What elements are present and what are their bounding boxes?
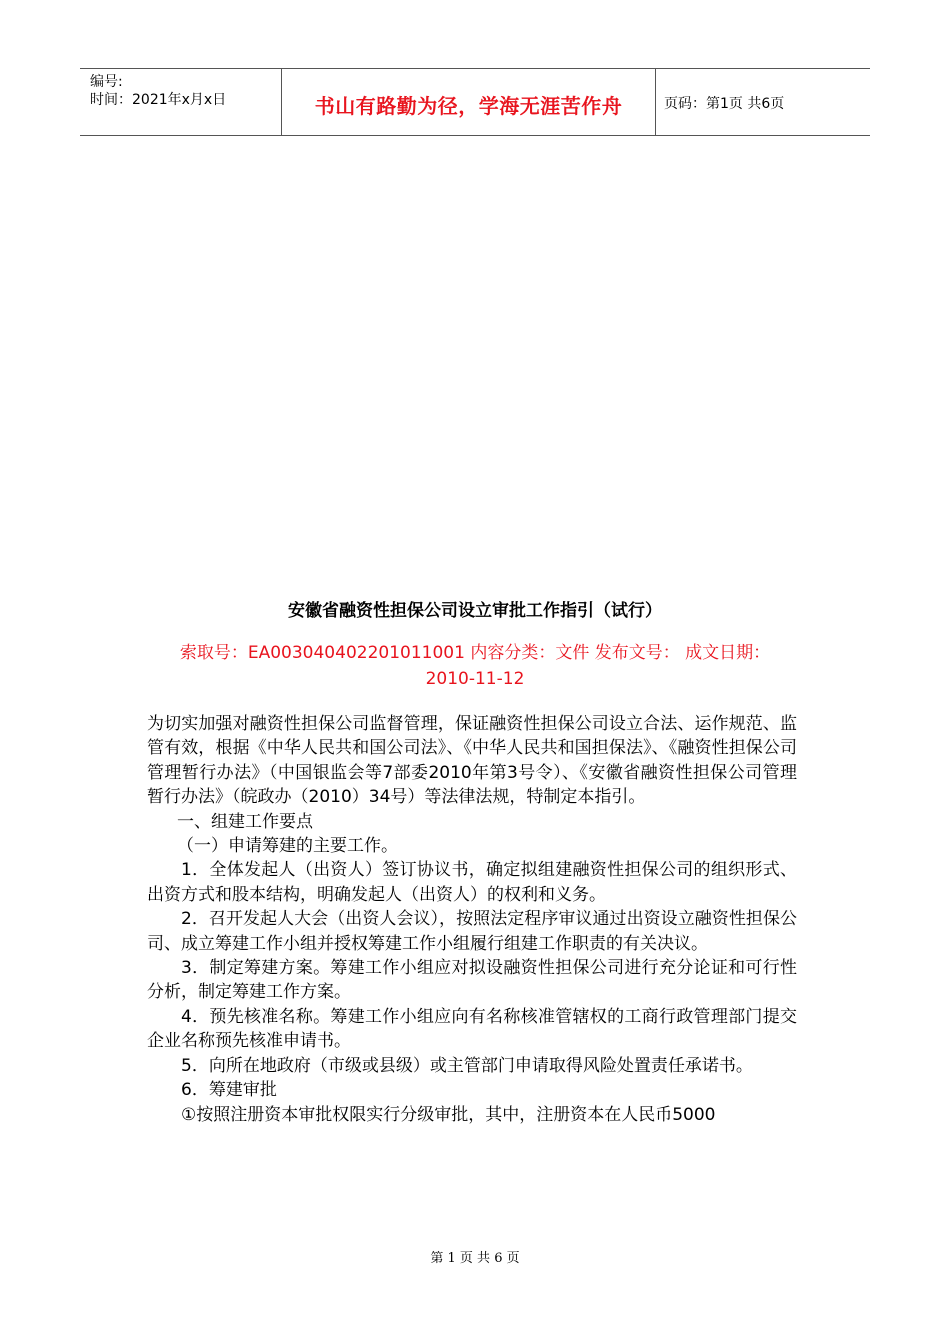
section-heading: 一、组建工作要点 [177,811,313,832]
paragraph-item: 2．召开发起人大会（出资人会议），按照法定程序审议通过出资设立融资性担保公司、成立筹建工作小组并授权筹建工作小组履行组建工作职责的有关决议。 [147,909,797,954]
document-body [147,712,797,1127]
header-page-info: 页码：第1页 共6页 [664,96,785,112]
paragraph-item: 4．预先核准名称。筹建工作小组应向有名称核准管辖权的工商行政管理部门提交企业名称预先核准申请书。 [147,1006,797,1052]
header-info-cell [80,69,282,135]
time-label: 时间：2021年x月x日 [90,92,227,108]
document-meta [140,640,810,692]
meta-date: 2010-11-12 [425,669,525,689]
paragraph-item: 1．全体发起人（出资人）签订协议书，确定拟组建融资性担保公司的组织形式、出资方式和股本结构，明确发起人（出资人）的权利和义务。 [147,860,797,905]
paragraph-preamble: 为切实加强对融资性担保公司监督管理，保证融资性担保公司设立合法、运作规范、监管有效，根据《中华人民共和国公司法》、《中华人民共和国担保法》、《融资性担保公司管理暂行办法》（中国银监会等7部委2010年第3号令）、《安徽省融资性担保公司管理暂行办法》（皖政办（2010）34号）等法律法规，特制定本指引。 [147,714,797,808]
paragraph-item: 5．向所在地政府（市级或县级）或主管部门申请取得风险处置责任承诺书。 [181,1055,753,1076]
document-header [80,68,870,136]
paragraph-item: 3．制定筹建方案。筹建工作小组应对拟设融资性担保公司进行充分论证和可行性分析，制定筹建工作方案。 [147,958,797,1003]
document-title: 安徽省融资性担保公司设立审批工作指引（试行） [288,601,662,621]
paragraph-item: 6．筹建审批 [181,1080,277,1101]
page-footer: 第 1 页 共 6 页 [430,1251,520,1266]
meta-line: 索取号：EA003040402201011001 内容分类：文件 发布文号： 成文日期： [179,643,771,663]
subsection-heading: （一）申请筹建的主要工作。 [177,836,398,857]
paragraph-item: ①按照注册资本审批权限实行分级审批，其中，注册资本在人民币5000 [181,1104,716,1125]
header-slogan: 书山有路勤为径，学海无涯苦作舟 [282,69,656,135]
number-label: 编号: [90,74,123,90]
